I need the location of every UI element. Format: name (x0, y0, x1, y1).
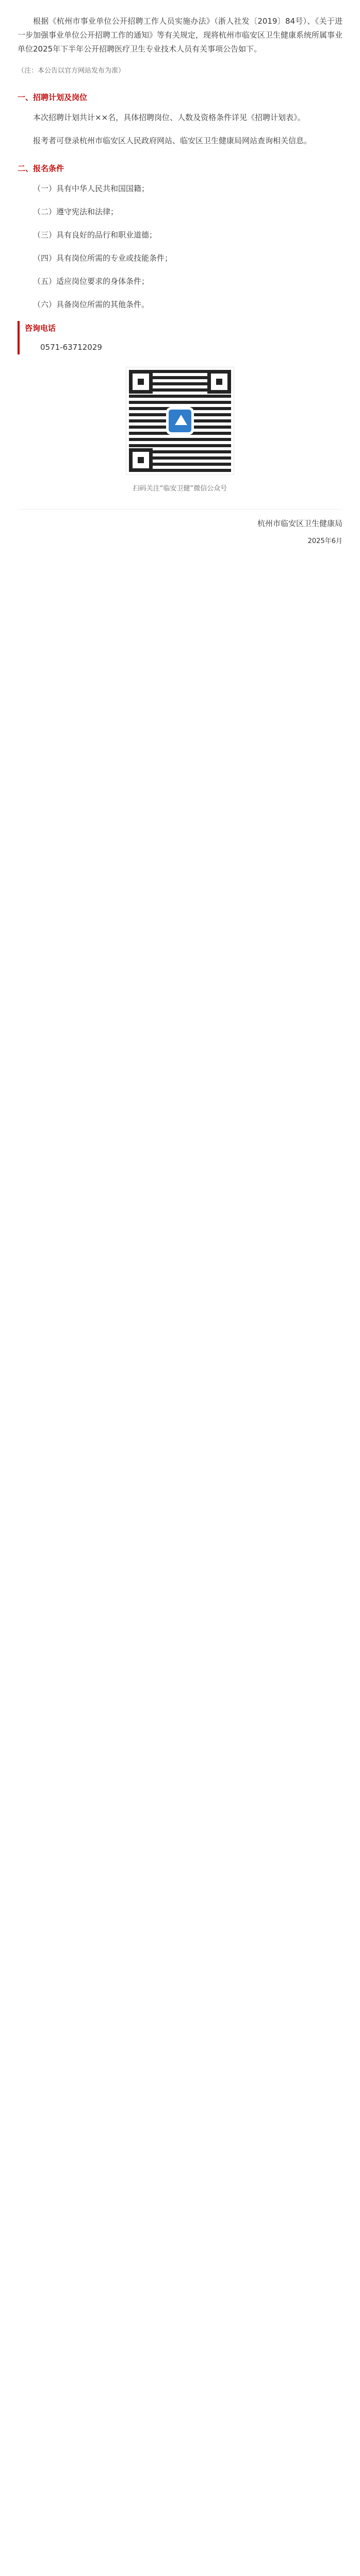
requirement-item: （六）具备岗位所需的其他条件。 (33, 300, 150, 309)
footer-org: 杭州市临安区卫生健康局 (257, 519, 342, 528)
qr-code (123, 364, 237, 478)
section-paragraph: 本次招聘计划共计××名，具体招聘岗位、人数及资格条件详见《招聘计划表》。 (33, 113, 305, 122)
qr-finder (129, 370, 153, 394)
section-paragraph: 报考者可登录杭州市临安区人民政府网站、临安区卫生健康局网站查询相关信息。 (33, 136, 312, 145)
intro-paragraph: 根据《杭州市事业单位公开招聘工作人员实施办法》（浙人社发〔2019〕84号）、《关于进一步加强事业单位公开招聘工作的通知》等有关规定，现将杭州市临安区卫生健康系统所属事业单位2025年下半年公开招聘医疗卫生专业技术人员有关事项公告如下。 (18, 16, 343, 54)
section-2 (18, 161, 342, 312)
footer (18, 509, 342, 547)
qr-finder (129, 448, 153, 472)
qr-center-logo-icon (166, 407, 194, 435)
section-title: 一、招聘计划及岗位 (18, 93, 88, 102)
contact-label: 咨询电话 (25, 324, 56, 333)
qr-finder (207, 370, 231, 394)
requirement-item: （一）具有中华人民共和国国籍； (33, 184, 150, 193)
requirement-item: （二）遵守宪法和法律； (33, 207, 119, 216)
requirement-item: （三）具有良好的品行和职业道德； (33, 230, 157, 240)
section-title: 二、报名条件 (18, 164, 64, 173)
intro-note: （注：本公告以官方网站发布为准） (18, 67, 125, 75)
qr-code-pattern (129, 370, 231, 472)
contact-phone: 0571-63712029 (40, 343, 102, 352)
contact-block (18, 321, 342, 354)
footer-date: 2025年6月 (307, 537, 342, 545)
section-1 (18, 90, 342, 148)
document-page (0, 0, 360, 565)
document-content (0, 0, 360, 547)
qr-caption: 扫码关注“临安卫健”微信公众号 (133, 485, 227, 493)
requirement-item: （四）具有岗位所需的专业或技能条件； (33, 253, 173, 263)
requirement-item: （五）适应岗位要求的身体条件； (33, 277, 150, 286)
